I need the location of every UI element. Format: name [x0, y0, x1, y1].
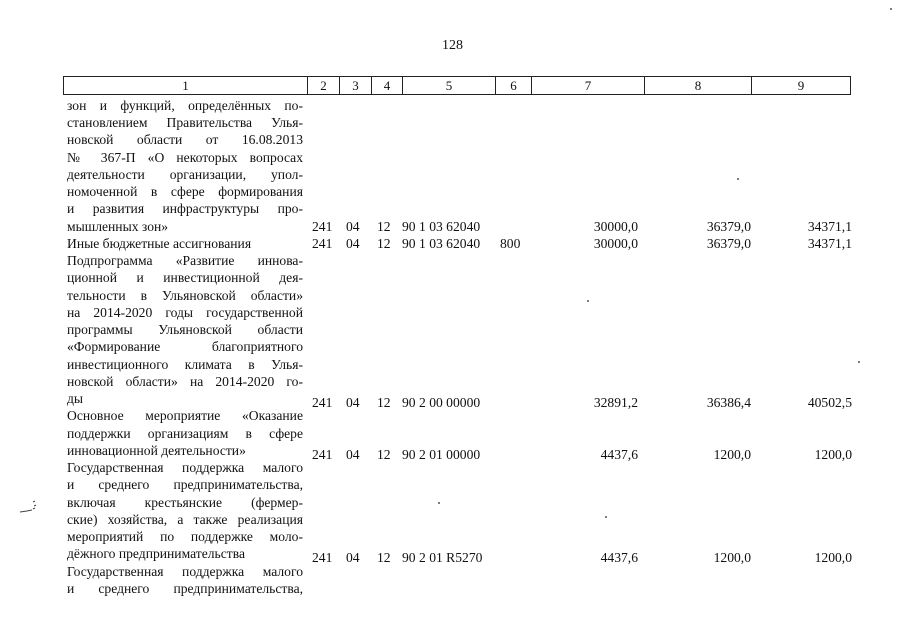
cell-section: 04	[346, 447, 360, 462]
desc-line: и среднего предпринимательства,	[67, 581, 303, 596]
cell-amount-col8: 36386,4	[706, 395, 751, 410]
cell-section: 04	[346, 550, 360, 565]
cell-amount-col8: 1200,0	[713, 550, 751, 565]
header-col-2: 2	[307, 77, 339, 94]
scan-speck	[737, 178, 739, 180]
header-col-9: 9	[751, 77, 850, 94]
header-col-3: 3	[339, 77, 371, 94]
header-col-7: 7	[531, 77, 644, 94]
desc-line: на 2014-2020 годы государственной	[67, 305, 303, 320]
desc-line: и среднего предпринимательства,	[67, 477, 303, 492]
desc-line: инновационной деятельности»	[67, 443, 246, 458]
desc-line: тельности в Ульяновской области»	[67, 288, 303, 303]
desc-line: мышленных зон»	[67, 219, 169, 234]
desc-line: становлением Правительства Улья-	[67, 115, 303, 130]
desc-line: Основное мероприятие «Оказание	[67, 408, 303, 423]
cell-amount-col8: 36379,0	[706, 219, 751, 234]
scan-speck	[858, 361, 860, 363]
scan-speck	[605, 516, 607, 518]
desc-line: Подпрограмма «Развитие иннова-	[67, 253, 303, 268]
cell-target-article: 90 2 01 R5270	[402, 550, 483, 565]
page-number: 128	[442, 38, 463, 53]
desc-line: Государственная поддержка малого	[67, 460, 303, 475]
desc-line: и развития инфраструктуры про-	[67, 201, 303, 216]
desc-line: номоченной в сфере формирования	[67, 184, 303, 199]
cell-target-article: 90 1 03 62040	[402, 219, 481, 234]
header-col-6: 6	[495, 77, 531, 94]
desc-line: новской области» на 2014-2020 го-	[67, 374, 303, 389]
cell-ministry-code: 241	[312, 236, 333, 251]
cell-amount-col7: 4437,6	[600, 447, 638, 462]
cell-amount-col9: 34371,1	[807, 219, 852, 234]
desc-line: Иные бюджетные ассигнования	[67, 236, 252, 251]
cell-amount-col8: 1200,0	[713, 447, 751, 462]
desc-line: включая крестьянские (фермер-	[67, 495, 303, 510]
cell-target-article: 90 2 00 00000	[402, 395, 481, 410]
scan-speck	[438, 502, 440, 504]
desc-line: дёжного предпринимательства	[67, 546, 245, 561]
desc-line: ционной и инвестиционной дея-	[67, 270, 303, 285]
cell-subsection: 12	[377, 447, 391, 462]
scan-margin-mark	[18, 498, 40, 516]
scan-speck	[587, 300, 589, 302]
cell-section: 04	[346, 395, 360, 410]
desc-line: новской области от 16.08.2013	[67, 132, 303, 147]
desc-line: № 367-П «О некоторых вопросах	[67, 150, 303, 165]
desc-line: ды	[67, 391, 84, 406]
desc-line: «Формирование благоприятного	[67, 339, 303, 354]
cell-amount-col7: 30000,0	[593, 236, 638, 251]
cell-subsection: 12	[377, 550, 391, 565]
cell-subsection: 12	[377, 219, 391, 234]
cell-ministry-code: 241	[312, 447, 333, 462]
header-col-5: 5	[402, 77, 495, 94]
header-col-4: 4	[371, 77, 402, 94]
desc-line: ские) хозяйства, а также реализация	[67, 512, 303, 527]
cell-target-article: 90 2 01 00000	[402, 447, 481, 462]
desc-line: деятельности организации, упол-	[67, 167, 303, 182]
desc-line: мероприятий по поддержке моло-	[67, 529, 303, 544]
cell-amount-col7: 32891,2	[593, 395, 638, 410]
header-col-8: 8	[644, 77, 751, 94]
table-header	[63, 76, 851, 95]
cell-amount-col9: 1200,0	[814, 550, 852, 565]
cell-subsection: 12	[377, 395, 391, 410]
cell-section: 04	[346, 236, 360, 251]
cell-amount-col9: 34371,1	[807, 236, 852, 251]
desc-line: зон и функций, определённых по-	[67, 98, 303, 113]
cell-expense-type: 800	[500, 236, 521, 251]
cell-section: 04	[346, 219, 360, 234]
cell-ministry-code: 241	[312, 395, 333, 410]
cell-amount-col7: 4437,6	[600, 550, 638, 565]
desc-line: поддержки организациям в сфере	[67, 426, 303, 441]
cell-amount-col7: 30000,0	[593, 219, 638, 234]
cell-amount-col9: 40502,5	[807, 395, 852, 410]
desc-line: Государственная поддержка малого	[67, 564, 303, 579]
cell-ministry-code: 241	[312, 550, 333, 565]
desc-line: программы Ульяновской области	[67, 322, 303, 337]
scan-speck	[890, 8, 892, 10]
cell-ministry-code: 241	[312, 219, 333, 234]
desc-line: инвестиционного климата в Улья-	[67, 357, 303, 372]
cell-amount-col9: 1200,0	[814, 447, 852, 462]
cell-subsection: 12	[377, 236, 391, 251]
cell-amount-col8: 36379,0	[706, 236, 751, 251]
header-col-1: 1	[182, 78, 189, 93]
cell-target-article: 90 1 03 62040	[402, 236, 481, 251]
